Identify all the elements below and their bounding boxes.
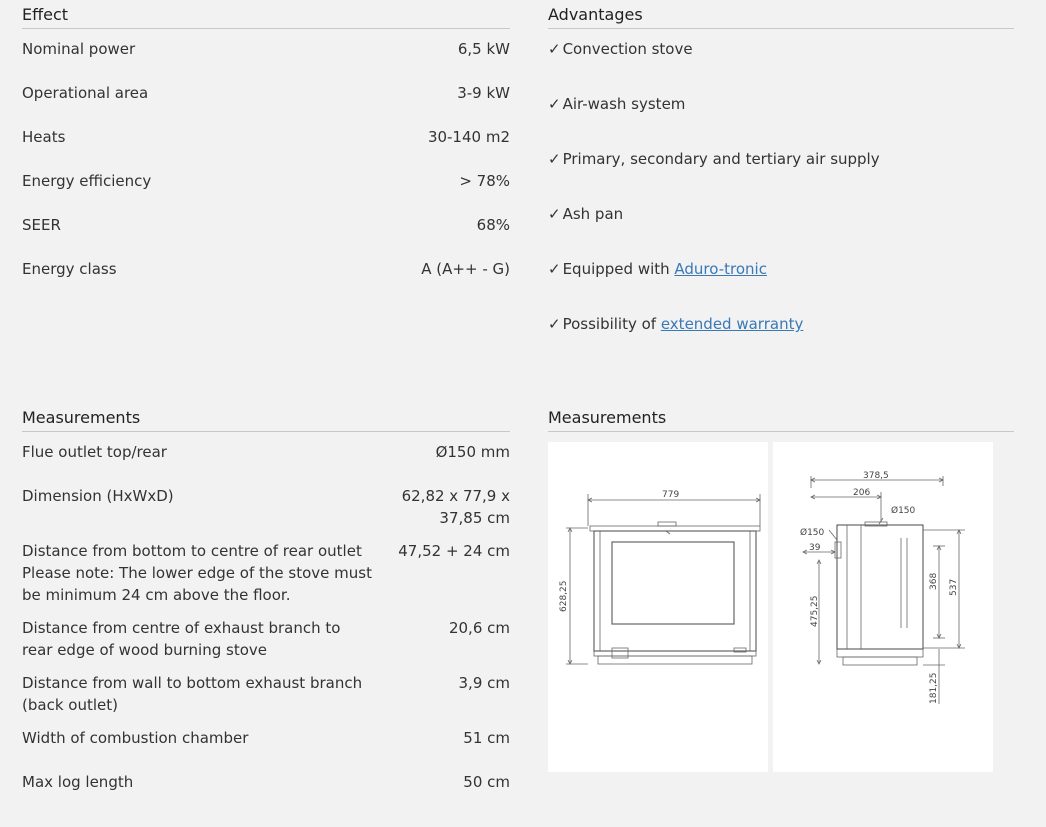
side-door-height-label: 368 <box>929 572 939 590</box>
measurement-label: Distance from bottom to centre of rear outlet Please note: The lower edge of the stove must be minimum 24 cm above the floor. <box>22 542 372 604</box>
advantage-item <box>548 313 803 335</box>
measurement-row <box>22 771 510 793</box>
effect-label: SEER <box>22 216 61 234</box>
effect-row <box>22 82 510 104</box>
measurement-row <box>22 441 510 463</box>
effect-row <box>22 258 510 280</box>
advantage-text: Equipped with <box>562 260 675 278</box>
measurement-row <box>22 672 510 716</box>
side-view-svg <box>773 442 993 772</box>
measurement-value: Ø150 mm <box>435 443 510 461</box>
effect-value: 30-140 m2 <box>427 128 510 146</box>
front-height-label: 628,25 <box>559 580 569 612</box>
drawings-section <box>548 407 1014 432</box>
check-icon: ✓ <box>548 260 561 278</box>
side-foot-height-label: 181,25 <box>929 672 939 704</box>
measurement-label: Flue outlet top/rear <box>22 443 167 461</box>
effect-row <box>22 126 510 148</box>
front-view-drawing <box>548 442 768 772</box>
advantages-heading: Advantages <box>548 4 1014 29</box>
check-icon: ✓ <box>548 150 561 168</box>
measurement-value: 51 cm <box>463 729 510 747</box>
advantages-section <box>548 4 1014 29</box>
advantage-text: Primary, secondary and tertiary air supply <box>562 150 880 168</box>
measurement-value: 20,6 cm <box>448 619 510 637</box>
effect-heading: Effect <box>22 4 510 29</box>
advantage-text: Air-wash system <box>562 95 686 113</box>
advantage-text: Possibility of <box>562 315 661 333</box>
measurements-section <box>22 407 510 432</box>
effect-row <box>22 38 510 60</box>
measurement-value: 62,82 x 77,9 x 37,85 cm <box>401 487 510 527</box>
aduro-tronic-link[interactable]: Aduro-tronic <box>674 260 767 278</box>
measurements-heading: Measurements <box>22 407 510 432</box>
effect-label: Nominal power <box>22 40 136 58</box>
side-view-drawing <box>773 442 993 772</box>
advantage-item <box>548 203 623 225</box>
side-body-height-label: 537 <box>949 578 959 596</box>
effect-label: Energy efficiency <box>22 172 152 190</box>
front-view-svg <box>548 442 768 772</box>
effect-value: 68% <box>476 216 510 234</box>
check-icon: ✓ <box>548 315 561 333</box>
effect-value: > 78% <box>459 172 510 190</box>
check-icon: ✓ <box>548 95 561 113</box>
advantage-item <box>548 93 685 115</box>
side-outlet-height-label: 475,25 <box>810 595 820 627</box>
effect-value: 6,5 kW <box>457 40 510 58</box>
measurement-value: 47,52 + 24 cm <box>398 542 510 560</box>
effect-value: 3-9 kW <box>457 84 510 102</box>
measurement-label: Distance from centre of exhaust branch to rear edge of wood burning stove <box>22 619 341 659</box>
measurement-value: 3,9 cm <box>458 674 510 692</box>
measurement-row <box>22 540 510 606</box>
measurement-row <box>22 727 510 749</box>
drawings-heading: Measurements <box>548 407 1014 432</box>
advantage-text: Convection stove <box>562 40 693 58</box>
front-width-label: 779 <box>662 490 680 500</box>
side-outlet-offset-label: 206 <box>853 488 871 498</box>
advantage-item <box>548 38 693 60</box>
measurement-value: 50 cm <box>463 773 510 791</box>
effect-value: A (A++ - G) <box>421 260 510 278</box>
effect-section <box>22 4 510 29</box>
extended-warranty-link[interactable]: extended warranty <box>660 315 804 333</box>
advantage-item <box>548 148 880 170</box>
advantage-item <box>548 258 767 280</box>
measurement-row <box>22 485 510 529</box>
effect-label: Energy class <box>22 260 117 278</box>
side-wall-offset-label: 39 <box>809 543 821 553</box>
side-flue-top-label: Ø150 <box>891 506 916 516</box>
effect-label: Heats <box>22 128 66 146</box>
measurement-label: Width of combustion chamber <box>22 729 249 747</box>
effect-row <box>22 170 510 192</box>
measurement-label: Max log length <box>22 773 134 791</box>
measurement-row <box>22 617 510 661</box>
advantage-text: Ash pan <box>562 205 624 223</box>
check-icon: ✓ <box>548 205 561 223</box>
measurement-label: Dimension (HxWxD) <box>22 487 174 505</box>
effect-label: Operational area <box>22 84 149 102</box>
effect-row <box>22 214 510 236</box>
side-flue-rear-label: Ø150 <box>800 528 825 538</box>
check-icon: ✓ <box>548 40 561 58</box>
measurement-label: Distance from wall to bottom exhaust branch (back outlet) <box>22 674 363 714</box>
side-depth-label: 378,5 <box>863 471 889 481</box>
